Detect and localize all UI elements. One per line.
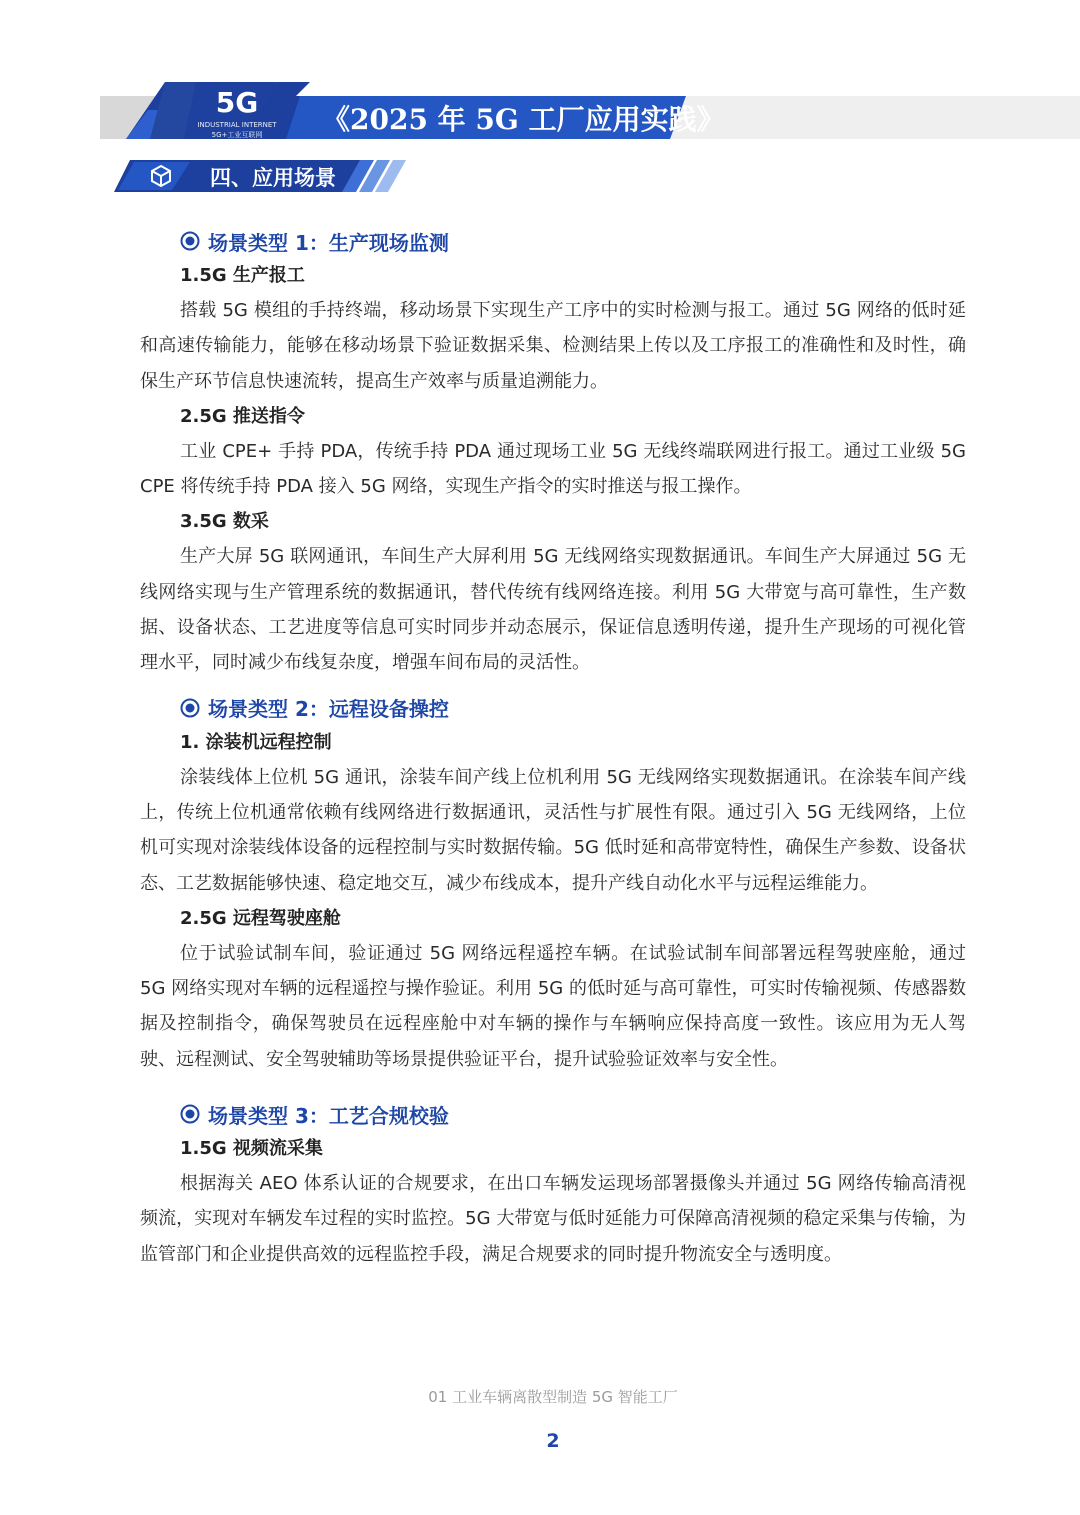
item-heading: 1.5G 生产报工 <box>180 265 305 286</box>
item-paragraph: 涂装线体上位机 5G 通讯，涂装车间产线上位机利用 5G 无线网络实现数据通讯。在涂装车间产线上，传统上位机通常依赖有线网络进行数据通讯，灵活性与扩展性有限。通过引入 5G 无线网络，上位机可实现对涂装线体设备的远程控制与实时数据传输。5G 低时延和高带宽特性，确保生产参数、设备状态、工艺数据能够快速、稳定地交互，减少布线成本，提升产线自动化水平与远程运维能力。 <box>140 766 966 894</box>
item-paragraph: 根据海关 AEO 体系认证的合规要求，在出口车辆发运现场部署摄像头并通过 5G 网络传输高清视频流，实现对车辆发车过程的实时监控。5G 大带宽与低时延能力可保障高清视频的稳定采集与传输，为监管部门和企业提供高效的远程监控手段，满足合规要求的同时提升物流安全与透明度。 <box>140 1173 966 1265</box>
item-paragraph: 搭载 5G 模组的手持终端，移动场景下实现生产工序中的实时检测与报工。通过 5G 网络的低时延和高速传输能力，能够在移动场景下验证数据采集、检测结果上传以及工序报工的准确性和及时性，确保生产环节信息快速流转，提高生产效率与质量追溯能力。 <box>140 300 966 392</box>
scene-title: 场景类型 2：远程设备操控 <box>180 691 966 725</box>
item-heading: 3.5G 数采 <box>180 511 269 533</box>
item-heading: 2.5G 远程驾驶座舱 <box>180 907 341 929</box>
logo-subtitle-cn: 5G+工业互联网 <box>211 131 263 139</box>
item-heading: 1. 涂装机远程控制 <box>180 731 332 753</box>
target-bullet-icon <box>180 1104 200 1124</box>
item-paragraph: 位于试验试制车间，验证通过 5G 网络远程遥控车辆。在试验试制车间部署远程驾驶座舱，通过 5G 网络实现对车辆的远程遥控与操作验证。利用 5G 的低时延与高可靠性，可实时传输视频、传感器数据及控制指令，确保驾驶员在远程座舱中对车辆的操作与车辆响应保持高度一致性。该应用为无人驾驶、远程测试、安全驾驶辅助等场景提供验证平台，提升试验验证效率与安全性。 <box>140 942 966 1070</box>
item-heading: 2.5G 推送指令 <box>180 405 305 427</box>
page-number: 2 <box>546 1430 560 1452</box>
item-paragraph: 生产大屏 5G 联网通讯，车间生产大屏利用 5G 无线网络实现数据通讯。车间生产大屏通过 5G 无线网络实现与生产管理系统的数据通讯，替代传统有线网络连接。利用 5G 大带宽与高可靠性，生产数据、设备状态、工艺进度等信息可实时同步并动态展示，保证信息透明传递，提升生产现场的可视化管理水平，同时减少布线复杂度，增强车间布局的灵活性。 <box>140 546 966 674</box>
item-paragraph: 工业 CPE+ 手持 PDA，传统手持 PDA 通过现场工业 5G 无线终端联网进行报工。通过工业级 5G CPE 将传统手持 PDA 接入 5G 网络，实现生产指令的实时推送与报工操作。 <box>140 440 966 498</box>
section-heading: 四、应用场景 <box>210 165 336 190</box>
target-bullet-icon <box>180 698 200 718</box>
scene-title: 场景类型 3：工艺合规校验 <box>180 1097 966 1131</box>
item-heading: 1.5G 视频流采集 <box>180 1138 323 1160</box>
logo-subtitle-en: INDUSTRIAL INTERNET <box>197 121 277 129</box>
brand-logo <box>196 86 278 152</box>
document-title: 《2025 年 5G 工厂应用实践》 <box>322 103 725 136</box>
scene-block-1 <box>140 224 966 681</box>
logo-mark: 5G <box>215 86 259 119</box>
target-bullet-icon <box>180 231 200 251</box>
scene-block-3 <box>140 1097 966 1272</box>
scene-block-2 <box>140 691 966 1077</box>
footer-caption: 01 工业车辆离散型制造 5G 智能工厂 <box>428 1388 678 1406</box>
cube-icon <box>149 164 173 188</box>
document-body <box>140 224 966 1272</box>
scene-title: 场景类型 1：生产现场监测 <box>180 224 966 258</box>
